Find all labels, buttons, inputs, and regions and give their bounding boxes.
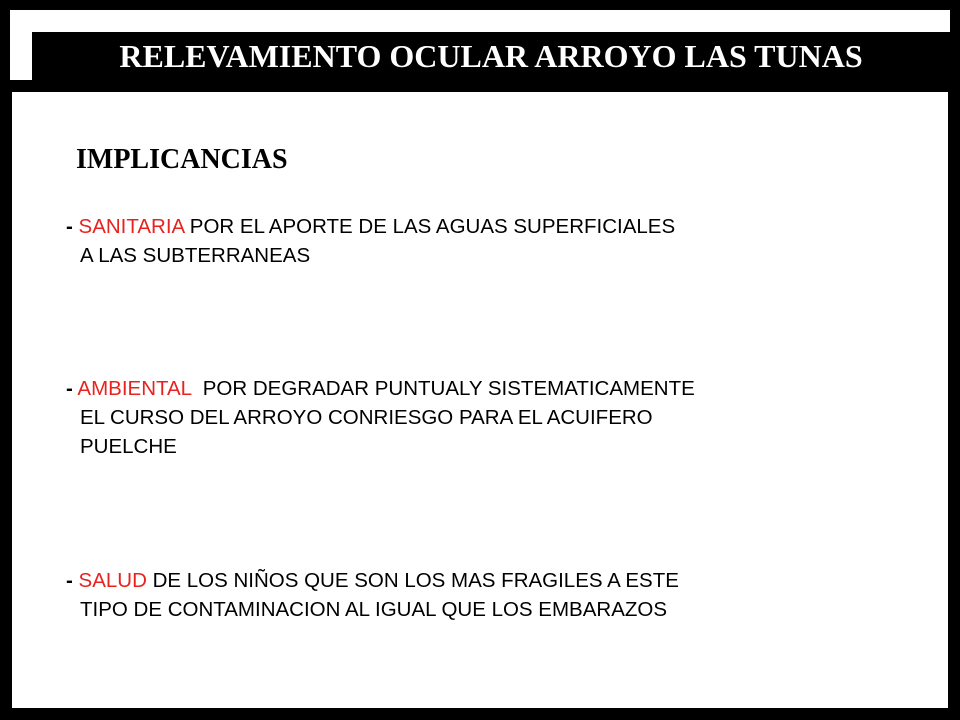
slide-title: RELEVAMIENTO OCULAR ARROYO LAS TUNAS (32, 32, 950, 80)
implication-continuation: A LAS SUBTERRANEAS (80, 244, 311, 267)
bullet-dash: - (66, 215, 73, 238)
implication-continuation-2: PUELCHE (80, 435, 177, 458)
implication-ambiental (66, 374, 695, 461)
implication-text: DE LOS NIÑOS QUE SON LOS MAS FRAGILES A ESTE (146, 569, 679, 592)
implication-text: POR DEGRADAR PUNTUALY SISTEMATICAMENTE (191, 377, 695, 400)
bullet-dash: - (66, 569, 73, 592)
content-panel (12, 92, 948, 708)
implication-continuation: EL CURSO DEL ARROYO CONRIESGO PARA EL ACUIFERO (80, 406, 653, 429)
title-frame (10, 10, 950, 80)
keyword-ambiental: AMBIENTAL (77, 377, 192, 400)
keyword-sanitaria: SANITARIA (78, 215, 185, 238)
implication-sanitaria (66, 212, 675, 270)
implication-text: POR EL APORTE DE LAS AGUAS SUPERFICIALES (184, 215, 676, 238)
implication-salud (66, 566, 679, 624)
keyword-salud: SALUD (78, 569, 147, 592)
bullet-dash: - (66, 377, 73, 400)
implication-continuation: TIPO DE CONTAMINACION AL IGUAL QUE LOS EMBARAZOS (80, 598, 668, 621)
section-heading: IMPLICANCIAS (76, 144, 288, 175)
